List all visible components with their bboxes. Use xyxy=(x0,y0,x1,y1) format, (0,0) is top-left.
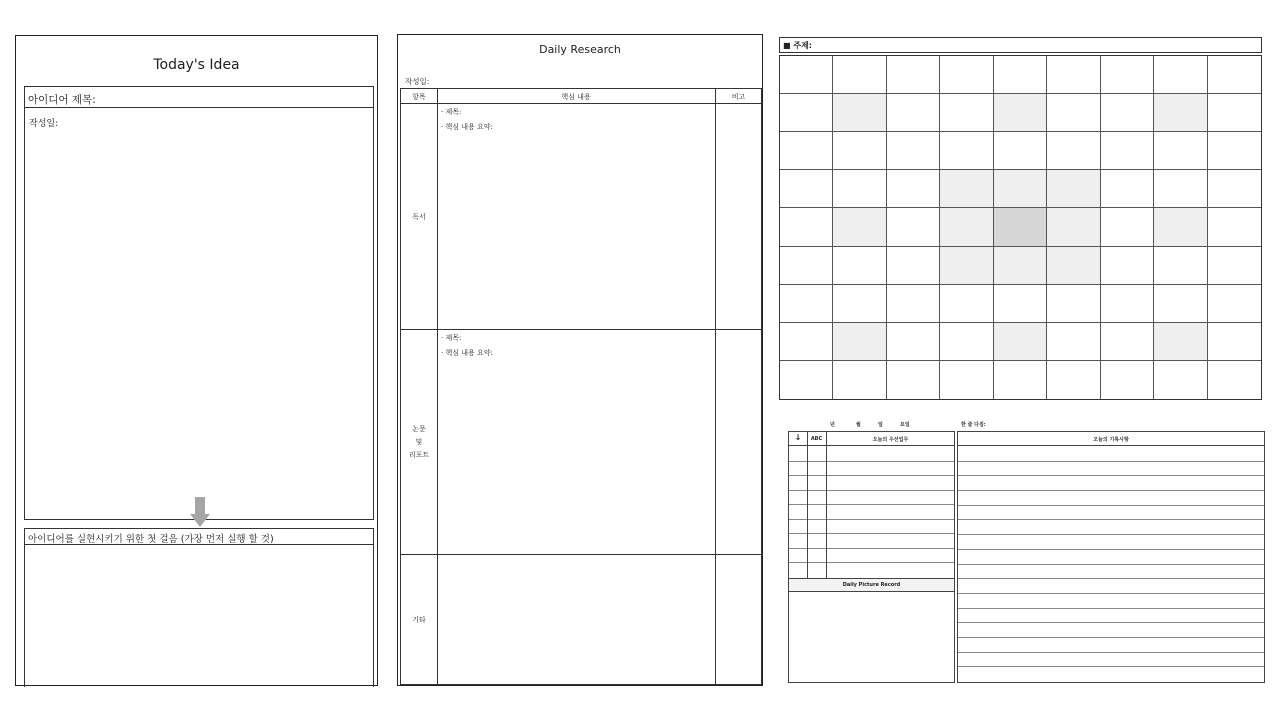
mandalart-cell[interactable] xyxy=(1154,170,1207,208)
header-note: 비고 xyxy=(731,93,746,101)
date-day-label: 일 xyxy=(878,422,883,428)
mandalart-cell[interactable] xyxy=(940,247,993,285)
mandalart-cell[interactable] xyxy=(780,208,833,246)
mandalart-cell[interactable] xyxy=(780,170,833,208)
idea-sheet xyxy=(15,35,378,686)
record-row[interactable] xyxy=(958,520,1264,535)
mandalart-cell[interactable] xyxy=(1208,56,1261,94)
bullet-title: · 제목: xyxy=(441,108,462,116)
priority-row[interactable] xyxy=(789,534,954,549)
record-row[interactable] xyxy=(958,594,1264,609)
category-papers-line1: 논문 xyxy=(412,424,426,433)
record-row[interactable] xyxy=(958,491,1264,506)
priority-row[interactable] xyxy=(789,462,954,477)
record-row[interactable] xyxy=(958,506,1264,521)
date-weekday-label: 요일 xyxy=(900,422,910,428)
mandalart-cell[interactable] xyxy=(1101,361,1154,399)
mandalart-cell[interactable] xyxy=(1047,56,1100,94)
mandalart-cell[interactable] xyxy=(1101,132,1154,170)
mandalart-cell[interactable] xyxy=(780,132,833,170)
mandalart-cell[interactable] xyxy=(887,94,940,132)
mandalart-cell[interactable] xyxy=(887,56,940,94)
mandalart-cell[interactable] xyxy=(1047,132,1100,170)
mandalart-cell[interactable] xyxy=(994,247,1047,285)
mandalart-cell[interactable] xyxy=(833,361,886,399)
mandalart-title-bar[interactable] xyxy=(779,37,1262,53)
mandalart-cell[interactable] xyxy=(833,208,886,246)
record-table xyxy=(957,431,1265,683)
mandalart-cell[interactable] xyxy=(940,361,993,399)
mandalart-cell[interactable] xyxy=(940,208,993,246)
mandalart-cell[interactable] xyxy=(887,323,940,361)
mandalart-cell[interactable] xyxy=(833,247,886,285)
picture-record-area[interactable] xyxy=(789,593,954,683)
priority-header: 오늘의 우선업무 xyxy=(872,437,909,443)
category-other: 기타 xyxy=(412,615,426,624)
column-divider xyxy=(437,89,438,684)
column-divider xyxy=(807,432,808,578)
record-row[interactable] xyxy=(958,638,1264,653)
category-papers-line3: 리포트 xyxy=(408,450,430,459)
bullet-title: · 제목: xyxy=(441,334,462,342)
mandalart-cell[interactable] xyxy=(994,170,1047,208)
mandalart-cell[interactable] xyxy=(1208,247,1261,285)
mandalart-cell[interactable] xyxy=(1101,94,1154,132)
mandalart-title: ■ 주제: xyxy=(783,41,812,50)
record-rows xyxy=(958,447,1264,682)
mandalart-cell[interactable] xyxy=(994,132,1047,170)
date-month-label: 월 xyxy=(856,422,861,428)
record-row[interactable] xyxy=(958,623,1264,638)
mandalart-cell[interactable] xyxy=(887,361,940,399)
mandalart-cell[interactable] xyxy=(1101,285,1154,323)
priority-row[interactable] xyxy=(789,447,954,462)
mandalart-cell[interactable] xyxy=(1154,56,1207,94)
priority-row[interactable] xyxy=(789,505,954,520)
mandalart-cell[interactable] xyxy=(1101,247,1154,285)
date-year-label: 년 xyxy=(830,422,835,428)
priority-row[interactable] xyxy=(789,563,954,578)
column-divider xyxy=(826,432,827,578)
idea-date-label: 작성일: xyxy=(29,119,59,129)
mandalart-cell[interactable] xyxy=(833,94,886,132)
mandalart-cell[interactable] xyxy=(780,56,833,94)
mandalart-cell[interactable] xyxy=(780,323,833,361)
mandalart-cell[interactable] xyxy=(1208,208,1261,246)
priority-rows xyxy=(789,447,954,578)
record-row[interactable] xyxy=(958,579,1264,594)
research-sheet-title: Daily Research xyxy=(539,43,621,56)
row-divider xyxy=(401,329,761,330)
picture-record-header xyxy=(789,578,954,592)
mandalart-cell[interactable] xyxy=(940,132,993,170)
record-row[interactable] xyxy=(958,535,1264,550)
header-category: 항목 xyxy=(412,93,426,101)
mandalart-grid xyxy=(779,55,1262,400)
priority-row[interactable] xyxy=(789,491,954,506)
record-row[interactable] xyxy=(958,447,1264,462)
column-divider xyxy=(715,89,716,684)
mandalart-cell[interactable] xyxy=(994,361,1047,399)
mandalart-cell[interactable] xyxy=(833,132,886,170)
record-header-row xyxy=(958,432,1264,446)
abc-header: ABC xyxy=(810,436,823,442)
priority-row[interactable] xyxy=(789,549,954,564)
mandalart-cell[interactable] xyxy=(780,361,833,399)
mandalart-cell[interactable] xyxy=(1154,361,1207,399)
priority-table xyxy=(788,431,955,683)
record-row[interactable] xyxy=(958,462,1264,477)
idea-title-label: 아이디어 제목: xyxy=(28,94,96,106)
row-divider xyxy=(401,554,761,555)
mandalart-cell[interactable] xyxy=(887,285,940,323)
mandalart-cell[interactable] xyxy=(1154,94,1207,132)
mandalart-cell[interactable] xyxy=(1154,132,1207,170)
mandalart-cell[interactable] xyxy=(940,323,993,361)
mandalart-cell[interactable] xyxy=(1208,323,1261,361)
mandalart-cell[interactable] xyxy=(1101,208,1154,246)
mandalart-cell[interactable] xyxy=(940,94,993,132)
mandalart-cell[interactable] xyxy=(940,285,993,323)
idea-sheet-title: Today's Idea xyxy=(153,57,240,73)
mandalart-cell[interactable] xyxy=(1101,323,1154,361)
mandalart-cell[interactable] xyxy=(887,170,940,208)
mandalart-cell[interactable] xyxy=(887,247,940,285)
record-row[interactable] xyxy=(958,565,1264,580)
record-header: 오늘의 기록사항 xyxy=(1093,437,1129,443)
mandalart-cell[interactable] xyxy=(1047,285,1100,323)
bullet-summary: · 핵심 내용 요약: xyxy=(441,349,493,357)
mandalart-cell[interactable] xyxy=(1208,132,1261,170)
mandalart-cell[interactable] xyxy=(833,56,886,94)
first-step-header xyxy=(25,529,373,545)
research-sheet xyxy=(397,34,763,686)
mandalart-cell[interactable] xyxy=(1208,94,1261,132)
mandalart-cell[interactable] xyxy=(994,323,1047,361)
mandalart-cell[interactable] xyxy=(1208,361,1261,399)
mandalart-cell[interactable] xyxy=(833,285,886,323)
mandalart-cell[interactable] xyxy=(1154,247,1207,285)
idea-title-field[interactable] xyxy=(25,87,373,108)
mandalart-cell[interactable] xyxy=(1047,323,1100,361)
mandalart-cell[interactable] xyxy=(780,94,833,132)
mandalart-cell[interactable] xyxy=(887,132,940,170)
research-row-category xyxy=(401,330,437,554)
record-row[interactable] xyxy=(958,476,1264,491)
mandalart-cell[interactable] xyxy=(887,208,940,246)
priority-row[interactable] xyxy=(789,476,954,491)
research-row-category xyxy=(401,105,437,329)
mandalart-cell[interactable] xyxy=(780,285,833,323)
picture-record-label: Daily Picture Record xyxy=(842,582,901,588)
mandalart-cell[interactable] xyxy=(1101,170,1154,208)
idea-content-box[interactable] xyxy=(24,86,374,520)
mandalart-cell[interactable] xyxy=(780,247,833,285)
mandalart-cell[interactable] xyxy=(1047,247,1100,285)
check-arrow-icon: ↓ xyxy=(794,433,802,442)
record-row[interactable] xyxy=(958,609,1264,624)
mandalart-cell[interactable] xyxy=(940,170,993,208)
mandalart-cell[interactable] xyxy=(940,56,993,94)
mandalart-cell[interactable] xyxy=(1047,170,1100,208)
bullet-summary: · 핵심 내용 요약: xyxy=(441,123,493,131)
mandalart-cell[interactable] xyxy=(1101,56,1154,94)
record-row[interactable] xyxy=(958,550,1264,565)
mandalart-cell[interactable] xyxy=(994,285,1047,323)
mandalart-cell[interactable] xyxy=(994,208,1047,246)
research-date-label: 작성일: xyxy=(405,77,430,86)
priority-row[interactable] xyxy=(789,520,954,535)
mandalart-cell[interactable] xyxy=(1154,323,1207,361)
header-content: 핵심 내용 xyxy=(561,93,591,101)
mandalart-cell[interactable] xyxy=(1154,208,1207,246)
mandalart-cell[interactable] xyxy=(994,94,1047,132)
record-row[interactable] xyxy=(958,667,1264,682)
research-table xyxy=(400,88,762,685)
first-step-label: 아이디어를 실현시키기 위한 첫 걸음 (가장 먼저 실행 할 것) xyxy=(28,534,274,545)
mandalart-cell[interactable] xyxy=(1047,94,1100,132)
mandalart-cell[interactable] xyxy=(1047,361,1100,399)
daily-planner xyxy=(787,418,1265,684)
research-row-category xyxy=(401,555,437,685)
mandalart-cell[interactable] xyxy=(833,170,886,208)
category-papers-line2: 및 xyxy=(415,437,423,446)
mandalart-cell[interactable] xyxy=(1047,208,1100,246)
mandalart-cell[interactable] xyxy=(1208,170,1261,208)
mandalart-cell[interactable] xyxy=(1208,285,1261,323)
record-row[interactable] xyxy=(958,653,1264,668)
down-arrow-icon xyxy=(190,497,210,529)
mandalart-cell[interactable] xyxy=(833,323,886,361)
priority-header-row xyxy=(789,432,954,446)
research-header-row xyxy=(401,89,761,104)
mandalart-cell[interactable] xyxy=(1154,285,1207,323)
category-reading: 독서 xyxy=(412,212,426,221)
resolution-label: 한 줄 다짐: xyxy=(961,422,986,428)
first-step-box[interactable] xyxy=(24,528,374,687)
mandalart-sheet xyxy=(779,37,1262,401)
mandalart-cell[interactable] xyxy=(994,56,1047,94)
